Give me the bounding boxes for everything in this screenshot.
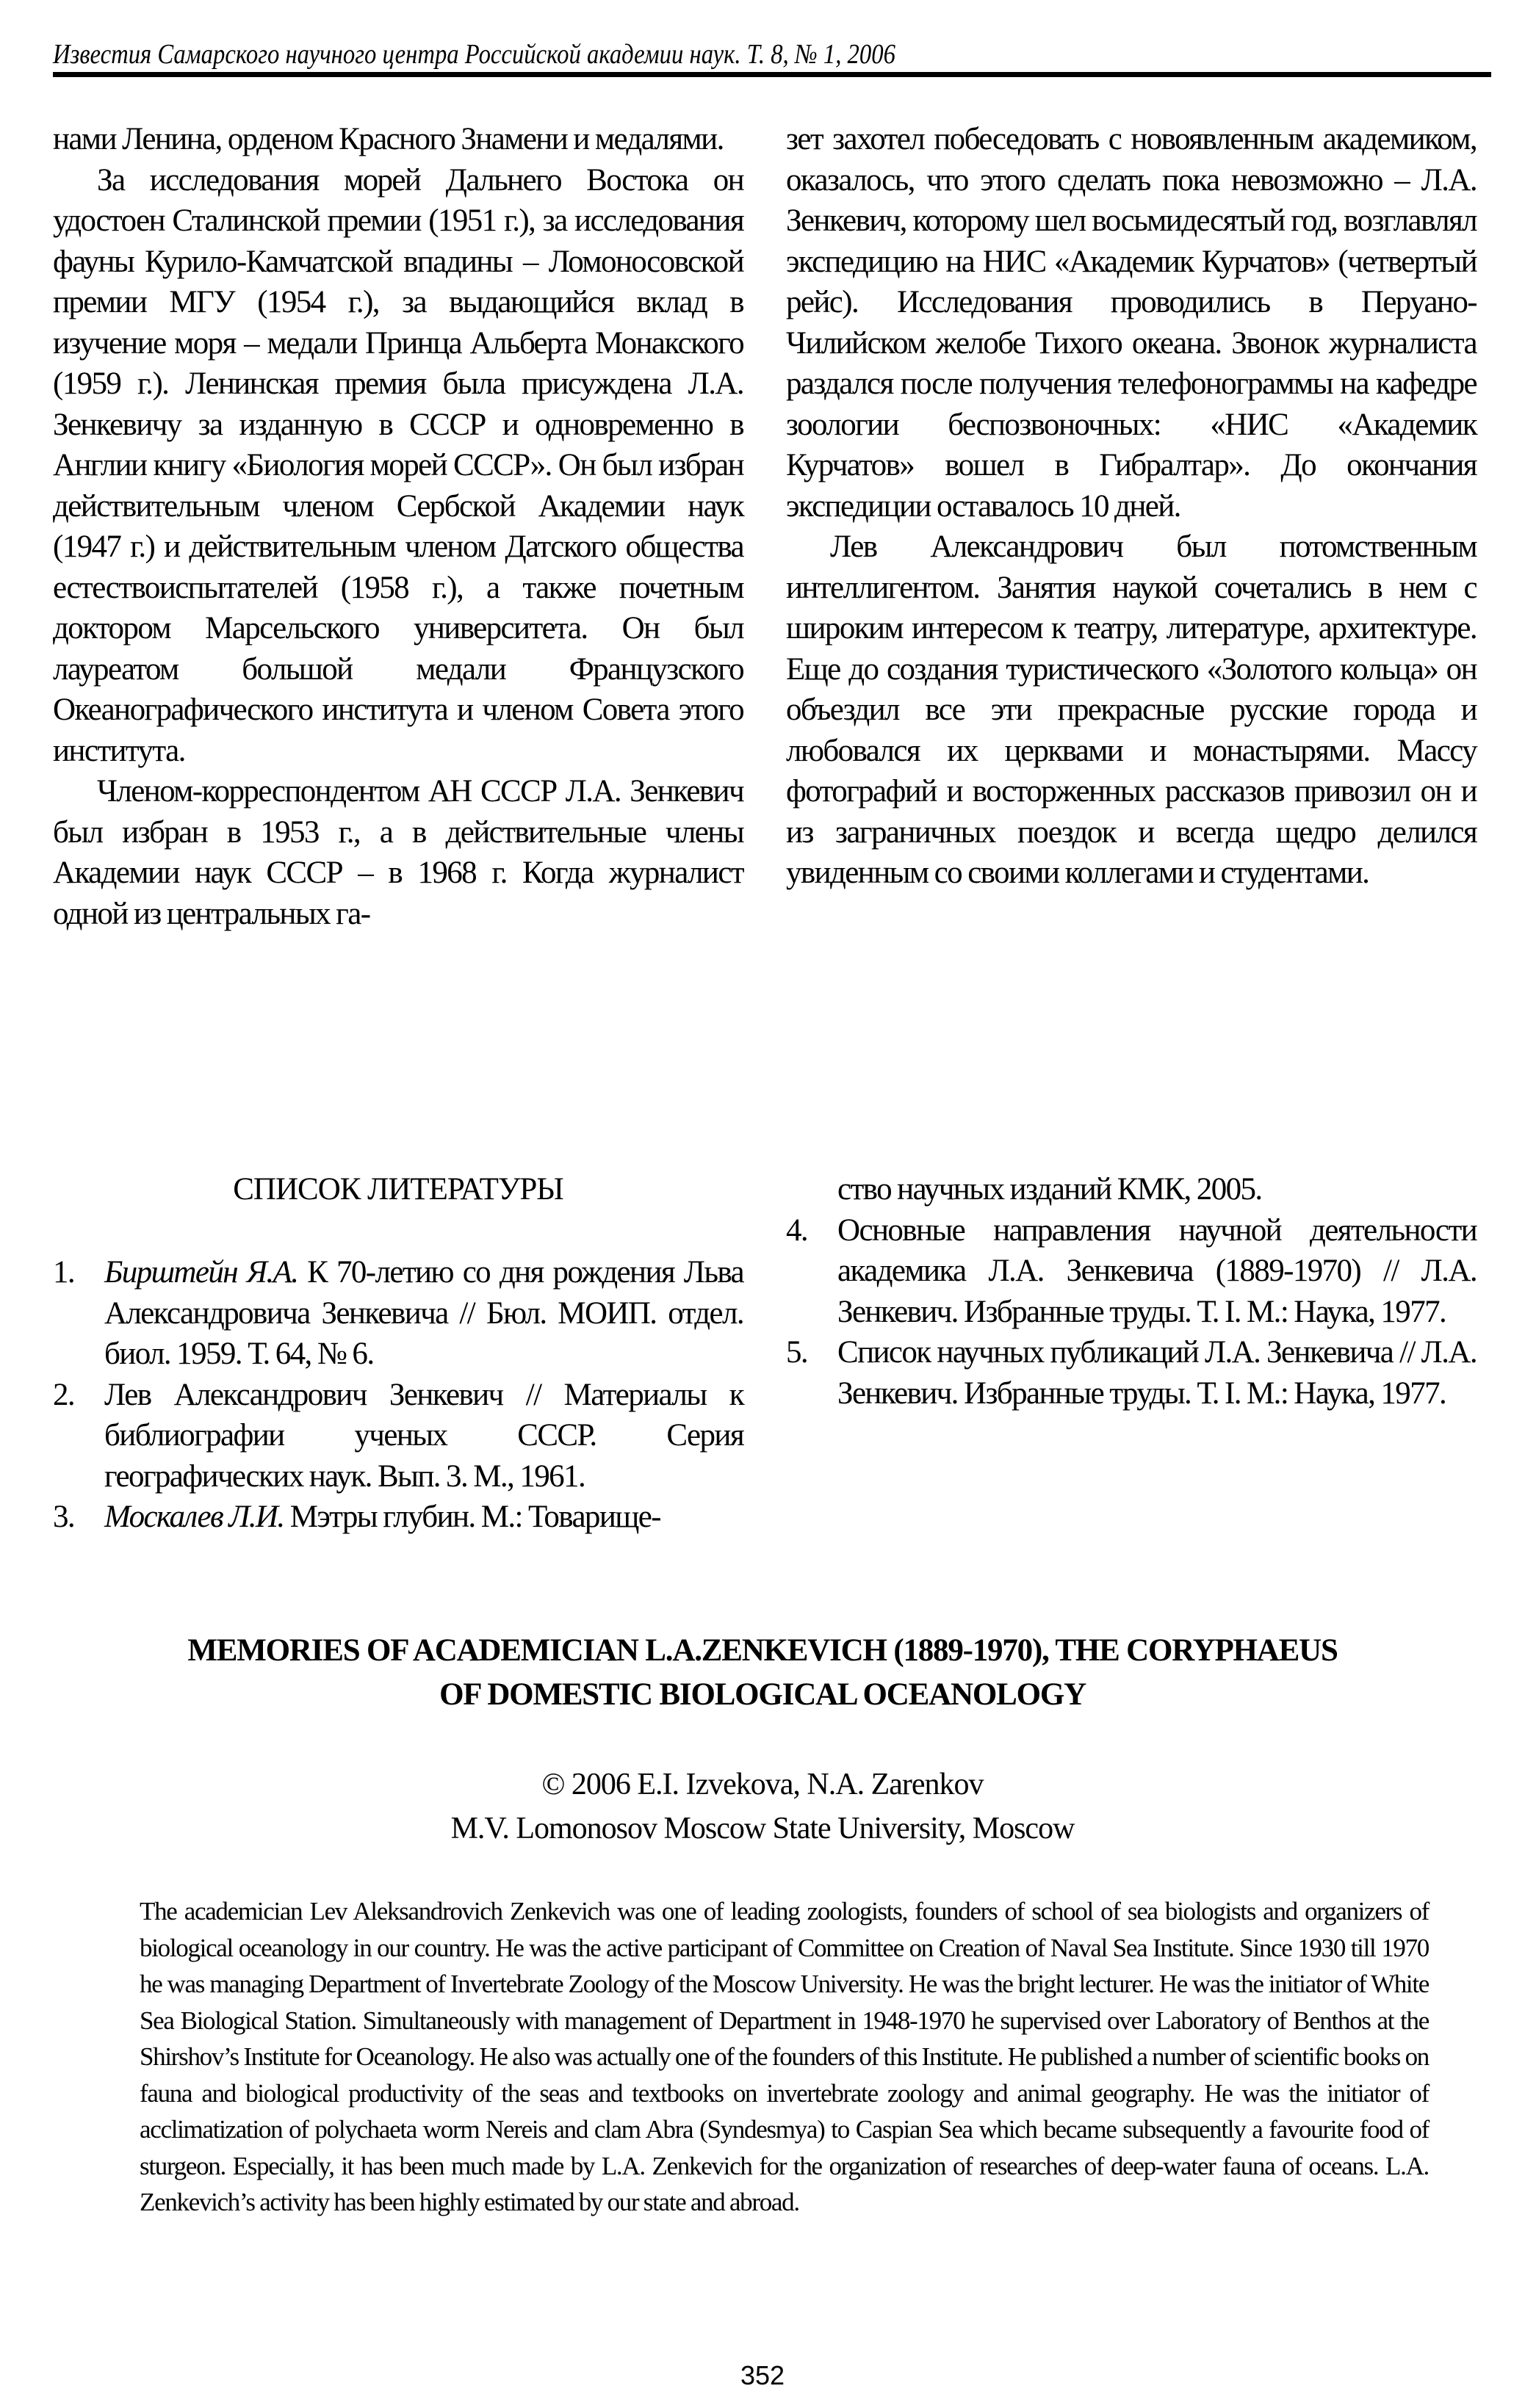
reference-item [53, 1375, 743, 1497]
english-abstract: The academician Lev Aleksandrovich Zenkevich was one of leading zoologists, founders of school of sea biologists and organizers of biological oceanology in our country. He was the active participant of Committee on Creation of Naval Sea Institute. Since 1930 till 1970 he was managing Department of Invertebrate Zoology of the Moscow University. He was the bright lecturer. He was the initiator of White Sea Biological Station. Simultaneously with management of Department in 1948-1970 he supervised over Laboratory of Benthos at the Shirshov’s Institute for Oceanology. He also was actually one of the founders of this Institute. He published a number of scientific books on fauna and biological productivity of the seas and textbooks on invertebrate zoology and animal geography. He was the initiator of acclimatization of polychaeta worm Nereis and clam Abra (Syndesmya) to Caspian Sea which became subsequently a favourite food of sturgeon. Especially, it has been much made by L.A. Zenkevich for the organization of researches of deep-water fauna of oceans. L.A. Zenkevich’s activity has been highly estimated by our state and abroad. [140, 1897, 1429, 2216]
reference-item [53, 1497, 743, 1538]
right-column [786, 119, 1477, 894]
english-title-line: MEMORIES OF ACADEMICIAN L.A.ZENKEVICH (1889-1970), THE CORYPHAEUS [187, 1633, 1338, 1668]
paragraph: нами Ленина, орденом Красного Знамени и медалями. [53, 122, 724, 156]
authors: © 2006 E.I. Izvekova, N.A. Zarenkov [541, 1768, 984, 1801]
reference-continuation: ство научных изданий КМК, 2005. [837, 1172, 1262, 1207]
reference-number: 2. [53, 1377, 75, 1412]
reference-number: 1. [53, 1255, 75, 1290]
page-number: 352 [740, 2360, 785, 2390]
reference-text: Основные направления научной деятельности академика Л.А. Зенкевича (1889-1970) // Л.А. Зенкевич. Избранные труды. Т. I. М.: Наука, 1977. [837, 1212, 1477, 1329]
references-heading: СПИСОК ЛИТЕРАТУРЫ [233, 1172, 563, 1207]
references-list-right [786, 1169, 1477, 1414]
reference-number: 5. [786, 1335, 808, 1370]
reference-number: 3. [53, 1500, 75, 1534]
reference-text: К 70-летию со дня рождения Льва Александровича Зенкевича // Бюл. МОИП. отдел. биол. 1959. Т. 64, № 6. [104, 1255, 743, 1371]
paragraph: Членом-корреспондентом АН СССР Л.А. Зенкевич был избран в 1953 г., а в действительные члены Академии наук СССР – в 1968 г. Когда журналист одной из центральных га- [53, 774, 743, 931]
reference-author: Москалев Л.И. [104, 1500, 284, 1534]
running-header [53, 38, 1491, 70]
left-column [53, 119, 743, 934]
paragraph: Лев Александрович был потомственным интеллигентом. Занятия наукой сочетались в нем с широким интересом к театру, литературе, архитектуре. Еще до создания туристического «Золотого кольца» он объездил все эти прекрасные русские города и любовался их церквами и монастырями. Массу фотографий и восторженных рассказов привозил он и из заграничных поездок и всегда щедро делился увиденным со своими коллегами и студентами. [786, 529, 1477, 890]
reference-author: Бирштейн Я.А. [104, 1255, 298, 1290]
affiliation: M.V. Lomonosov Moscow State University, Moscow [450, 1812, 1075, 1845]
reference-text: Список научных публикаций Л.А. Зенкевича // Л.А. Зенкевич. Избранные труды. Т. I. М.: Наука, 1977. [837, 1335, 1477, 1411]
english-title [44, 1629, 1481, 1717]
english-byline [44, 1762, 1481, 1851]
paragraph: зет захотел побеседовать с новоявленным академиком, оказалось, что этого сделать пока невозможно – Л.А. Зенкевич, которому шел восьмидесятый год, возглавлял экспедицию на НИС «Академик Курчатов» (четвертый рейс). Исследования проводились в Перуано-Чилийском желобе Тихого океана. Звонок журналиста раздался после получения телефонограммы на кафедре зоологии беспозвоночных: «НИС «Академик Курчатов» вошел в Гибралтар». До окончания экспедиции оставалось 10 дней. [786, 122, 1477, 524]
header-rule [53, 72, 1491, 77]
reference-item [786, 1332, 1477, 1414]
reference-item [786, 1210, 1477, 1333]
journal-title: Известия Самарского научного центра Российской академии наук. Т. 8, № 1, 2006 [53, 39, 895, 70]
reference-number: 4. [786, 1212, 808, 1248]
paragraph: За исследования морей Дальнего Востока он удостоен Сталинской премии (1951 г.), за исследования фауны Курило-Камчатской впадины – Ломоносовской премии МГУ (1954 г.), за выдающийся вклад в изучение моря – медали Принца Альберта Монакского (1959 г.). Ленинская премия была присуждена Л.А. Зенкевичу за изданную в СССР и одновременно в Англии книгу «Биология морей СССР». Он был избран действительным членом Сербской Академии наук (1947 г.) и действительным членом Датского общества естествоиспытателей (1958 г.), а также почетным доктором Марсельского университета. Он был лауреатом большой медали Французского Океанографического института и членом Совета этого института. [53, 162, 743, 768]
references-list-left [53, 1252, 743, 1538]
reference-text: Лев Александрович Зенкевич // Материалы к библиографии ученых СССР. Серия географических наук. Вып. 3. М., 1961. [104, 1377, 743, 1494]
reference-text: Мэтры глубин. М.: Товарище- [284, 1500, 660, 1534]
reference-item [53, 1252, 743, 1375]
english-title-line: OF DOMESTIC BIOLOGICAL OCEANOLOGY [439, 1677, 1086, 1712]
